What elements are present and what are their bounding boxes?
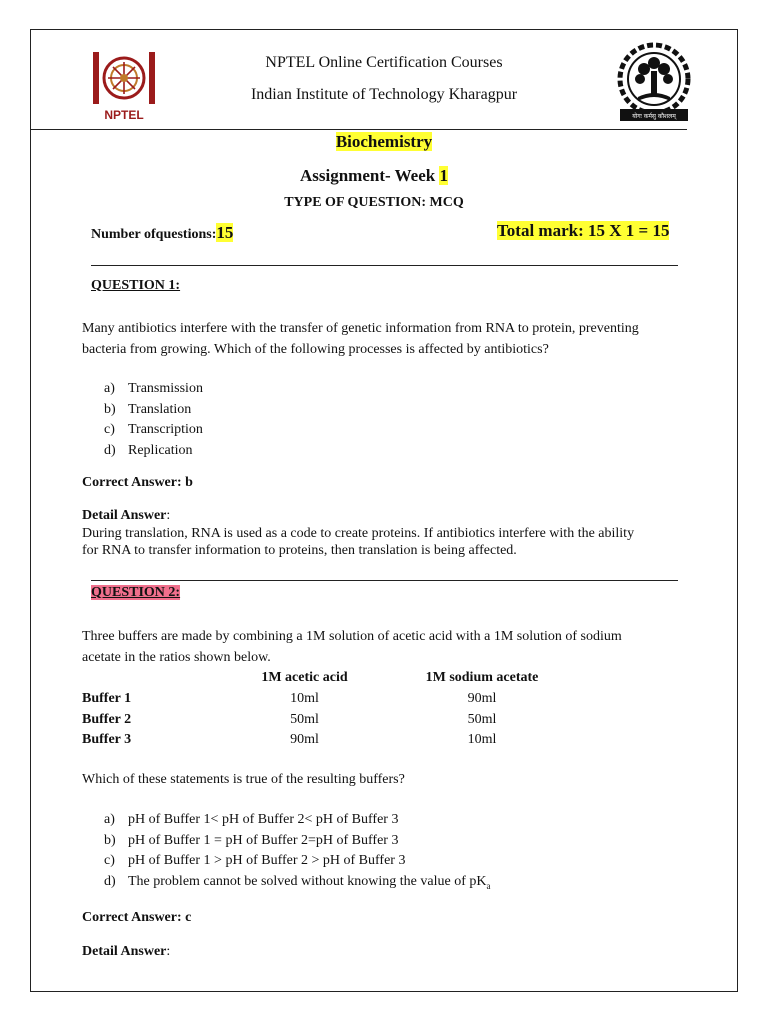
question-2-correct-answer: Correct Answer: c — [82, 910, 192, 925]
table-header-row — [82, 668, 567, 689]
question-2-detail-label: Detail Answer: — [82, 944, 171, 959]
table-row: Buffer 3 90ml 10ml — [82, 732, 497, 748]
subject-title: Biochemistry — [335, 132, 433, 151]
question-1-correct-answer: Correct Answer: b — [82, 475, 193, 490]
svg-text:योगः कर्मसु कौशलम्: योगः कर्मसु कौशलम् — [632, 113, 676, 120]
divider-2 — [91, 580, 678, 581]
column-header-sodium-acetate: 1M sodium acetate — [425, 670, 539, 686]
total-mark: Total mark: 15 X 1 = 15 — [497, 221, 670, 240]
option-a: a) pH of Buffer 1< pH of Buffer 2< pH of Buffer 3 — [104, 812, 399, 827]
question-type: TYPE OF QUESTION: MCQ — [284, 195, 464, 210]
question-2-heading: QUESTION 2: — [91, 585, 181, 600]
option-b: b) pH of Buffer 1 = pH of Buffer 2=pH of Buffer 3 — [104, 832, 399, 848]
option-d: d) Replication — [104, 443, 193, 459]
question-2-prompt: Which of these statements is true of the resulting buffers? — [82, 772, 405, 787]
question-1-text: Many antibiotics interfere with the transfer of genetic information from RNA to protein, preventing bacteria from growing. Which of the following processes is affected by antibiotics? — [82, 321, 639, 357]
option-c: c) pH of Buffer 1 > pH of Buffer 2 > pH of Buffer 3 — [104, 853, 406, 869]
option-d: d) The problem cannot be solved without knowing the value of $pK_a$ — [104, 874, 491, 891]
header-line-1: NPTEL Online Certification Courses — [265, 54, 503, 71]
assignment-title: Assignment- Week 1 — [300, 166, 448, 185]
question-2-options — [104, 810, 490, 897]
buffer-table — [82, 668, 567, 751]
question-1-options — [104, 379, 203, 462]
divider-1 — [91, 265, 678, 266]
column-header-acetic-acid: 1M acetic acid — [261, 670, 348, 686]
option-a: a) Transmission — [104, 381, 203, 396]
option-c: c) Transcription — [104, 422, 203, 438]
number-of-questions: Number ofquestions:15 — [91, 223, 234, 242]
header-divider — [30, 129, 687, 130]
table-row: Buffer 1 10ml 90ml — [82, 691, 497, 707]
question-2-text: Three buffers are made by combining a 1M solution of acetic acid with a 1M solution of sodium acetate in the ratios shown below. — [82, 629, 622, 665]
svg-text:NPTEL: NPTEL — [104, 108, 144, 122]
question-1-heading: QUESTION 1: — [91, 278, 181, 293]
question-1-detail: Detail Answer: During translation, RNA is used as a code to create proteins. If antibiotics interfere with the ability for RNA to transfer information to proteins, then translation is being affected. — [82, 508, 635, 558]
option-b: b) Translation — [104, 401, 192, 417]
table-row: Buffer 2 50ml 50ml — [82, 711, 497, 727]
header-line-2: Indian Institute of Technology Kharagpur — [250, 86, 518, 103]
